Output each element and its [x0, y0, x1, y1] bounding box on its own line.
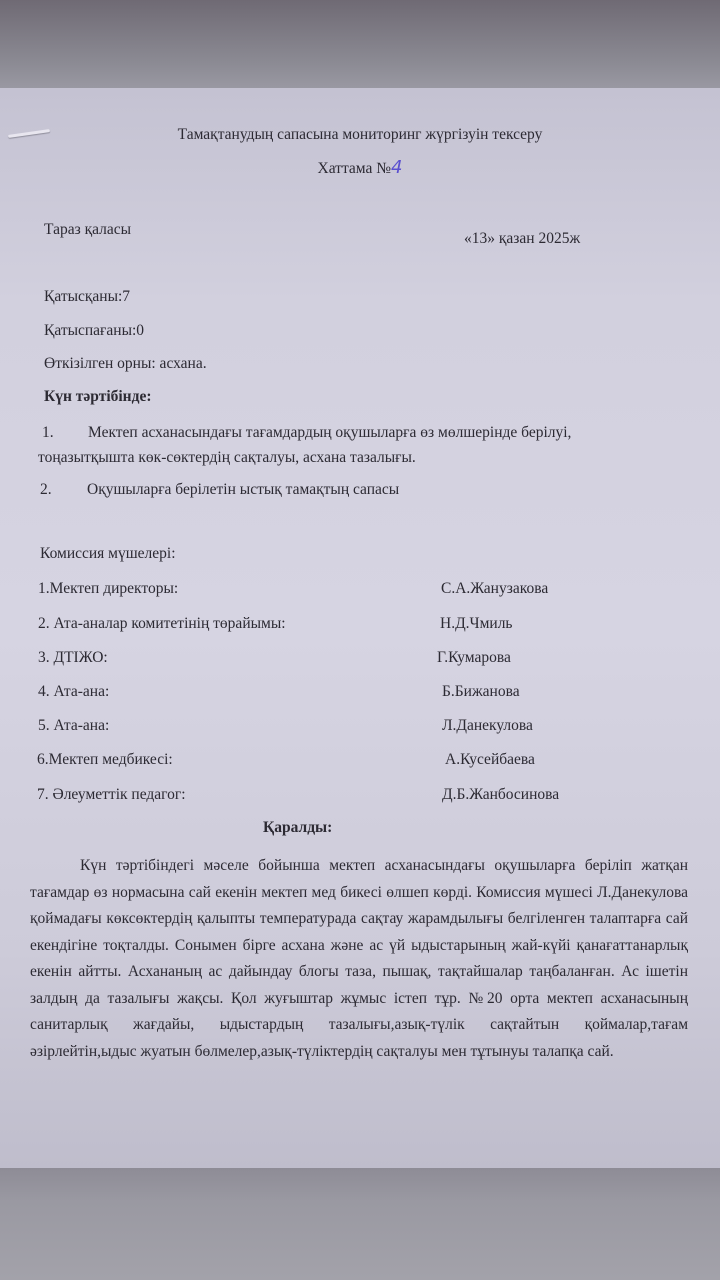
table-surface: [0, 1168, 720, 1280]
attended-count: Қатысқаны:7: [44, 288, 131, 305]
member-role: 7. Әлеуметтік педагог:: [37, 786, 186, 803]
agenda-item-1-number: 1.: [42, 424, 54, 441]
agenda-item-1-text: Мектеп асханасындағы тағамдардың оқушыларға өз мөлшерінде берілуі,: [88, 424, 572, 441]
member-role: 6.Мектеп медбикесі:: [37, 751, 173, 768]
agenda-item-2-text: Оқушыларға берілетін ыстық тамақтың сапасы: [87, 481, 400, 498]
protocol-heading: [0, 159, 720, 177]
considered-heading: Қаралды:: [263, 819, 333, 836]
member-name: Д.Б.Жанбосинова: [442, 786, 560, 803]
member-name: Л.Данекулова: [442, 717, 533, 734]
member-name: С.А.Жанузакова: [441, 580, 549, 597]
member-role: 4. Ата-ана:: [38, 683, 110, 700]
member-role: 5. Ата-ана:: [38, 717, 110, 734]
body-paragraph: Күн тәртібіндегі мәселе бойынша мектеп асханасындағы оқушыларға беріліп жатқан тағамдар өз нормасына сай екенін мектеп мед бикесі өлшеп көрді. Комиссия мүшесі Л.Данекулова қоймадағы көксөктердің қалыпты температурада сақтау жарамдылығы белгіленген талаптарға сай екендігіне тоқталды. Сонымен бірге асхана және ас үй ыдыстарының жай-күйі қанағаттанарлық екенін айтты. Асхананың ас дайындау блогы таза, пышақ, тақтайшалар таңбаланған. Ас ішетін залдың да тазалығы жақсы. Қол жуғыштар жұмыс істеп тұр. №20 орта мектеп асханасының санитарлық жағдайы, ыдыстардың тазалығы,азық-түлік сақтайтын қоймалар,тағам әзірлейтін,ыдыс жуатын бөлмелер,азық-түліктердің сақталуы мен тұтынуы талапқа сай.: [30, 857, 688, 1060]
member-name: Г.Кумарова: [437, 649, 511, 666]
document-title: Тамақтанудың сапасына мониторинг жүргізуін тексеру: [177, 126, 543, 143]
member-name: Н.Д.Чмиль: [440, 615, 513, 632]
agenda-heading: Күн тәртібінде:: [44, 388, 152, 405]
protocol-label: Хаттама №: [317, 160, 392, 177]
agenda-item-2-number: 2.: [40, 481, 52, 498]
member-name: Б.Бижанова: [442, 683, 520, 700]
protocol-number: 4: [391, 157, 403, 178]
venue: Өткізілген орны: асхана.: [44, 355, 207, 372]
member-role: 2. Ата-аналар комитетінің төрайымы:: [38, 615, 286, 632]
city: Тараз қаласы: [44, 221, 132, 238]
date: «13» қазан 2025ж: [464, 230, 581, 247]
absent-count: Қатыспағаны:0: [44, 322, 145, 339]
member-name: А.Кусейбаева: [445, 751, 535, 768]
agenda-item-1-continuation: тоңазытқышта көк-сөктердің сақталуы, асхана тазалығы.: [38, 449, 416, 466]
commission-heading: Комиссия мүшелері:: [40, 545, 176, 562]
member-role: 3. ДТІЖО:: [38, 649, 108, 666]
member-role: 1.Мектеп директоры:: [38, 580, 179, 597]
